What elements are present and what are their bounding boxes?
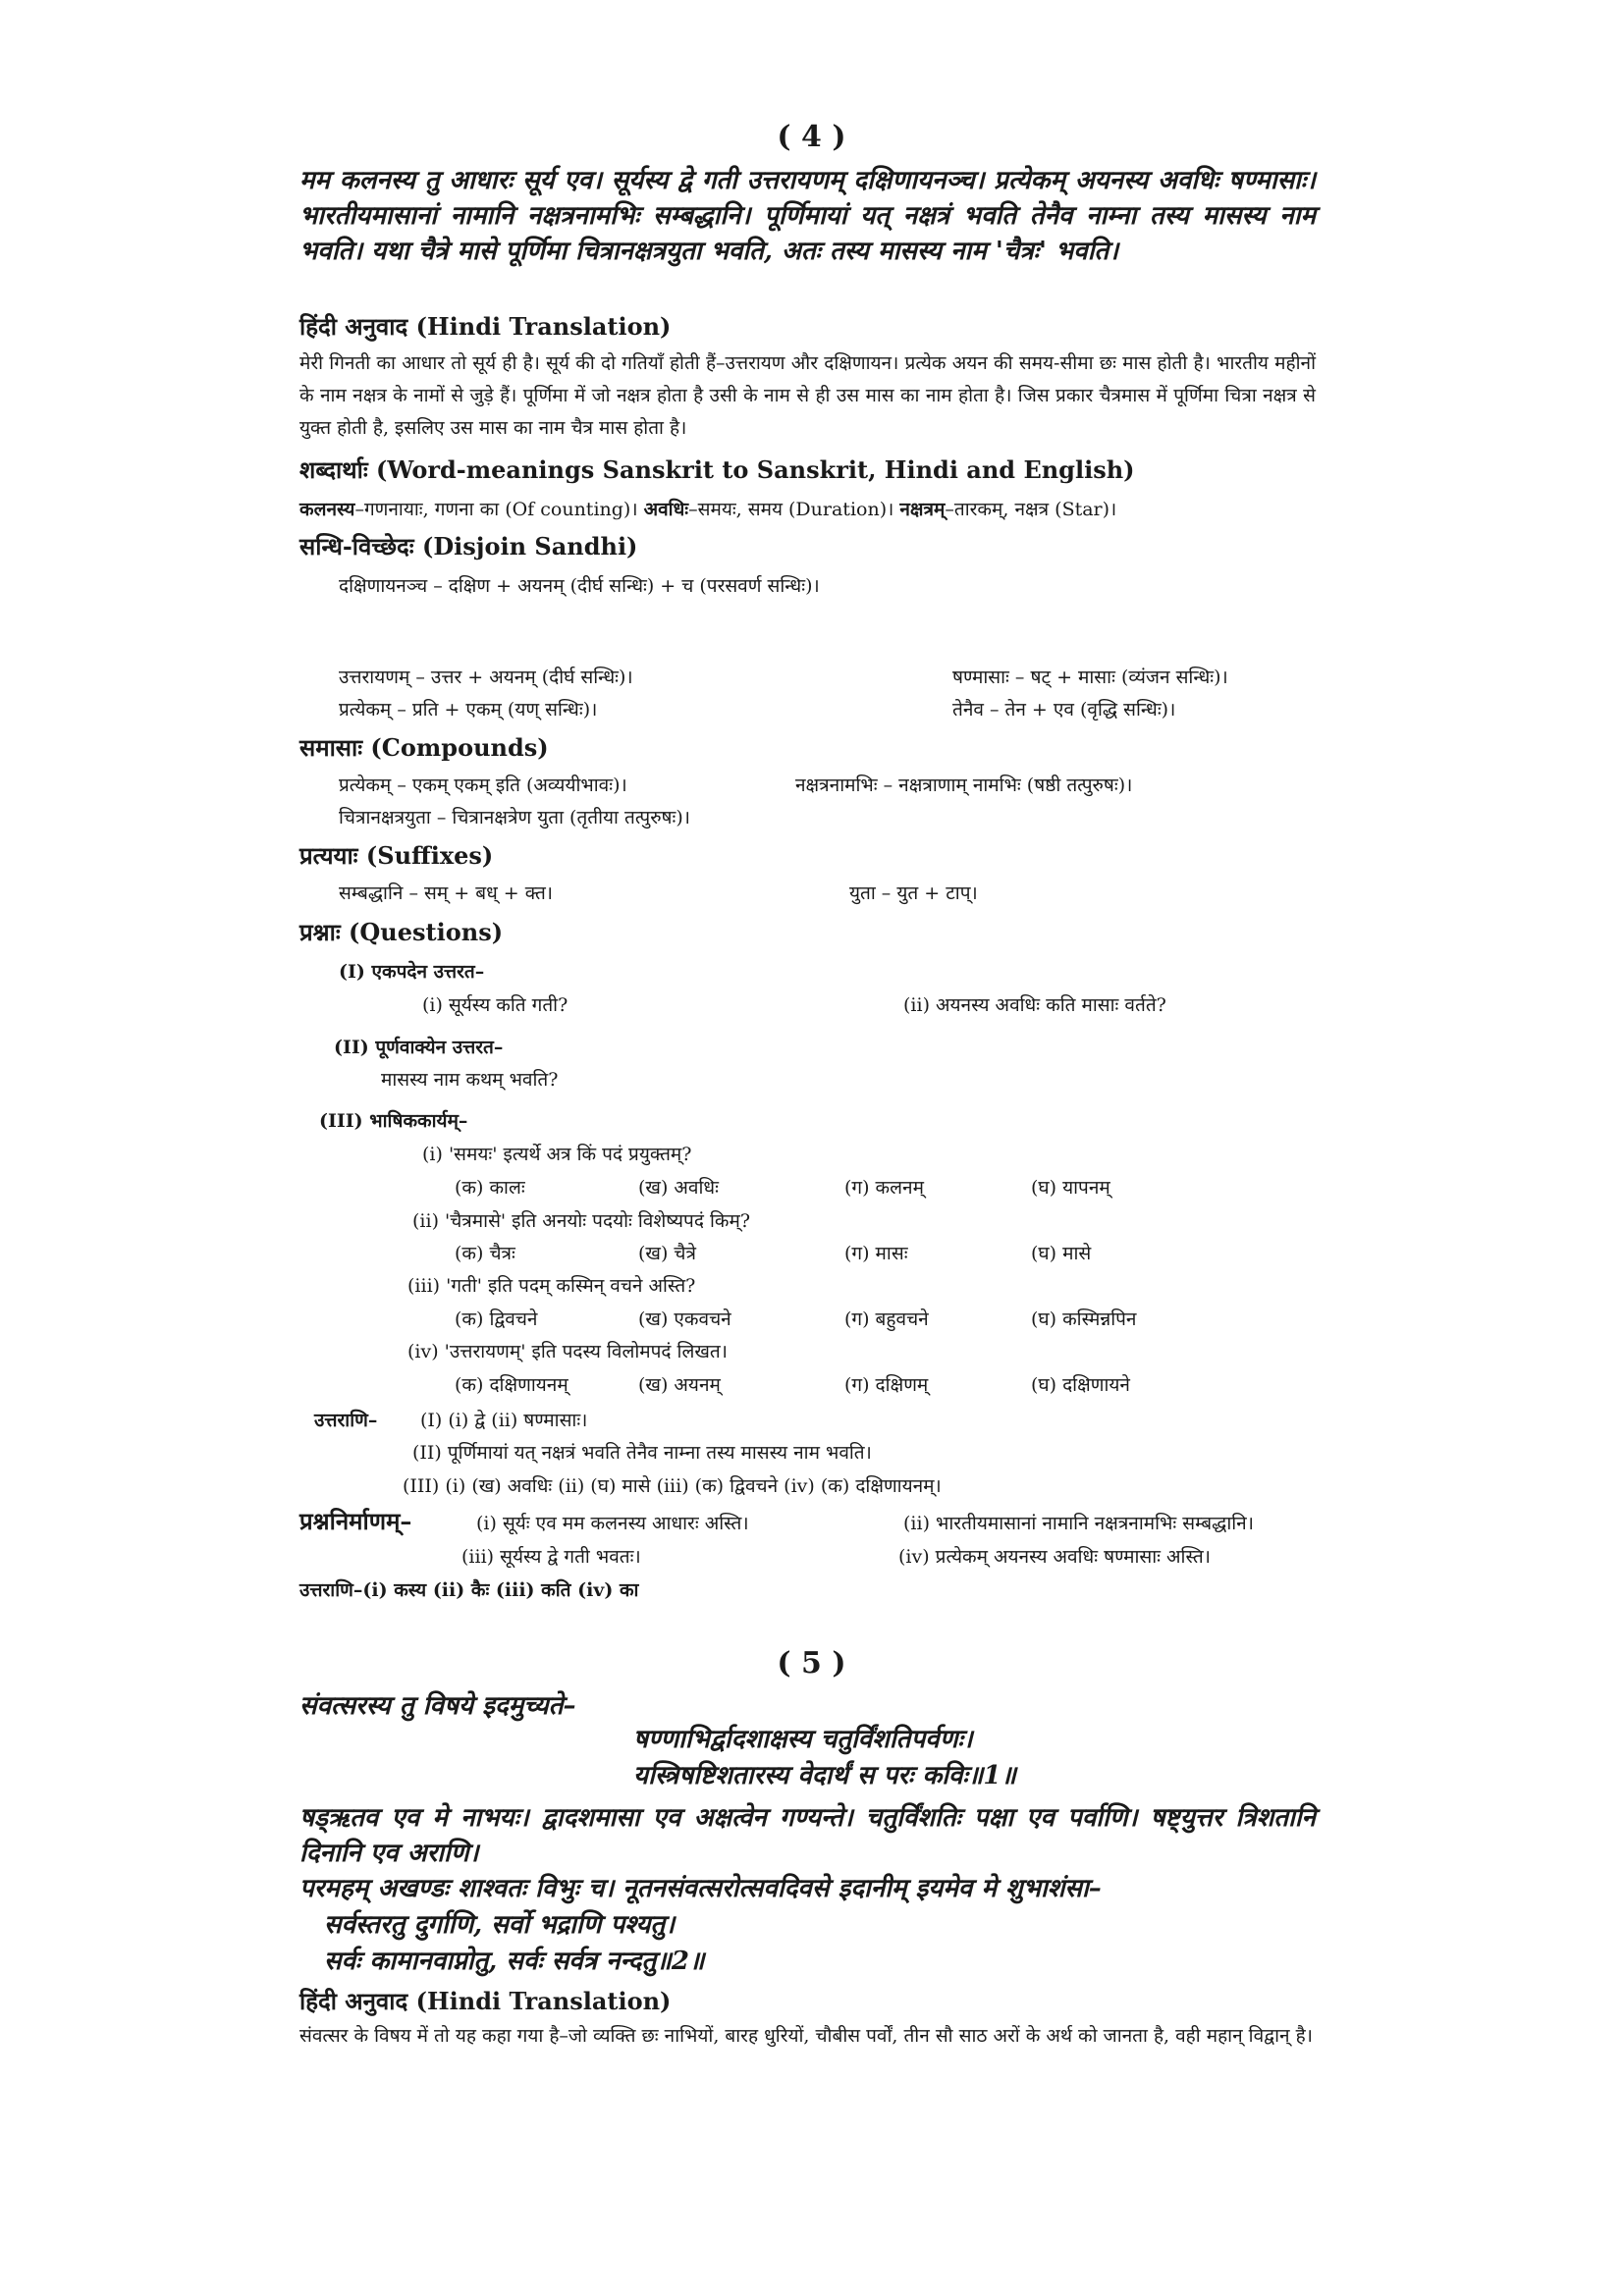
pn-item: (iii) सूर्यस्य द्वे गती भवतः। [461, 1546, 641, 1568]
verse-1-line: षण्णाभिर्द्वादशाक्षस्य चतुर्विंशतिपर्वणः। [633, 1725, 973, 1754]
q1-heading: (I) एकपदेन उत्तरत– [339, 961, 485, 983]
mcq-option: (ख) अयनम् [638, 1374, 721, 1396]
word-nakshatram: नक्षत्रम् [899, 499, 946, 520]
sandhi-row: षण्मासाः – षट् + मासाः (व्यंजन सन्धिः)। [952, 667, 1228, 688]
mcq-option: (ग) मासः [844, 1243, 908, 1264]
verse-1-line: यस्त्रिषष्टिशतारस्य वेदार्थं स परः कविः॥1॥ [633, 1761, 1016, 1790]
meaning-kalanasya: –गणनायाः, गणना का (Of counting)। [354, 499, 638, 520]
mcq-option: (क) चैत्रः [455, 1243, 515, 1264]
verse-2-line: सर्वः कामानवाप्नोतु, सर्वः सर्वत्र नन्दतु॥2॥ [324, 1947, 705, 1976]
pn-answers: उत्तराणि–(i) कस्य (ii) कैः (iii) कति (iv) का [299, 1579, 639, 1601]
mcq-option: (क) कालः [455, 1177, 525, 1199]
q1-item: (i) सूर्यस्य कति गती? [422, 994, 568, 1016]
word-kalanasya: कलनस्य [299, 499, 355, 520]
sandhi-row: उत्तरायणम् – उत्तर + अयनम् (दीर्घ सन्धिः)। [339, 667, 633, 688]
pn-item: (i) सूर्यः एव मम कलनस्य आधारः अस्ति। [476, 1513, 749, 1534]
word-avadhi: अवधिः [643, 499, 689, 520]
section-5-intro: संवत्सरस्य तु विषये इदमुच्यते– [299, 1691, 576, 1721]
pn-item: (ii) भारतीयमासानां नामानि नक्षत्रनामभिः सम्बद्धानि। [903, 1513, 1254, 1534]
q2-item: मासस्य नाम कथम् भवति? [381, 1069, 559, 1091]
hindi-translation-heading-5: हिंदी अनुवाद (Hindi Translation) [299, 1987, 672, 2015]
word-meanings-heading: शब्दार्थाः (Word-meanings Sanskrit to Sanskrit, Hindi and English) [299, 455, 1135, 484]
meaning-nakshatram: –तारकम्, नक्षत्र (Star)। [945, 499, 1117, 520]
answer-line: (I) (i) द्वे (ii) षण्मासाः। [420, 1410, 588, 1431]
mcq-question: (ii) 'चैत्रमासे' इति अनयोः पदयोः विशेष्यपदं किम्? [412, 1210, 751, 1232]
mcq-question: (iv) 'उत्तरायणम्' इति पदस्य विलोमपदं लिखत। [407, 1341, 728, 1362]
mcq-option: (ख) एकवचने [638, 1308, 731, 1330]
prashna-nirmanam-label: प्रश्ननिर्माणम्– [299, 1507, 412, 1535]
meaning-avadhi: –समयः, समय (Duration)। [688, 499, 894, 520]
answer-line: (III) (i) (ख) अवधिः (ii) (घ) मासे (iii) (क) द्विवचने (iv) (क) दक्षिणायनम्। [403, 1475, 942, 1497]
q1-item: (ii) अयनस्य अवधिः कति मासाः वर्तते? [903, 994, 1166, 1016]
pn-item: (iv) प्रत्येकम् अयनस्य अवधिः षण्मासाः अस्ति। [898, 1546, 1211, 1568]
sandhi-row: दक्षिणायनञ्च – दक्षिण + अयनम् (दीर्घ सन्धिः) + च (परसवर्ण सन्धिः)। [339, 575, 820, 597]
mcq-option: (ग) बहुवचने [844, 1308, 929, 1330]
questions-heading: प्रश्नाः (Questions) [299, 918, 504, 946]
mcq-option: (क) दक्षिणायनम् [455, 1374, 568, 1396]
hindi-translation-heading: हिंदी अनुवाद (Hindi Translation) [299, 312, 672, 341]
verse-2-line: सर्वस्तरतु दुर्गाणि, सर्वो भद्राणि पश्यतु। [324, 1910, 676, 1940]
q3-heading: (III) भाषिककार्यम्– [319, 1110, 468, 1132]
mcq-option: (क) द्विवचने [455, 1308, 538, 1330]
mcq-question: (iii) 'गती' इति पदम् कस्मिन् वचने अस्ति? [407, 1275, 696, 1297]
sandhi-row: प्रत्येकम् – प्रति + एकम् (यण् सन्धिः)। [339, 699, 598, 721]
samasa-row: चित्रानक्षत्रयुता – चित्रानक्षत्रेण युता (तृतीया तत्पुरुषः)। [339, 807, 690, 828]
hindi-translation-text: मेरी गिनती का आधार तो सूर्य ही है। सूर्य की दो गतियाँ होती हैं–उत्तरायण और दक्षिणायन। प्रत्येक अयन की समय-सीमा छः मास होती है। भारतीय महीनों के नाम नक्षत्र के नामों से जुड़े हैं। पूर्णिमा में जो नक्षत्र होता है उसी के नाम से ही उस मास का नाम होता है। जिस प्रकार चैत्रमास में पूर्णिमा चित्रा नक्षत्र से युक्त होती है, इसलिए उस मास का नाम चैत्र मास होता है। [299, 352, 1316, 439]
sandhi-row: तेनैव – तेन + एव (वृद्धि सन्धिः)। [952, 699, 1176, 721]
mcq-question: (i) 'समयः' इत्यर्थे अत्र किं पदं प्रयुक्तम्? [422, 1144, 692, 1165]
mcq-option: (घ) दक्षिणायने [1031, 1374, 1130, 1396]
q2-heading: (II) पूर्णवाक्येन उत्तरत– [334, 1037, 504, 1058]
answers-label: उत्तराणि– [314, 1410, 378, 1431]
section-4-passage: मम कलनस्य तु आधारः सूर्य एव। सूर्यस्य द्वे गती उत्तरायणम् दक्षिणायनञ्च। प्रत्येकम् अयनस्य अवधिः षण्मासाः। भारतीयमासानां नामानि नक्षत्रनामभिः सम्बद्धानि। पूर्णिमायां यत् नक्षत्रं भवति तेनैव नाम्ना तस्य मासस्य नाम भवति। यथा चैत्रे मासे पूर्णिमा चित्रानक्षत्रयुता भवति, अतः तस्य मासस्य नाम 'चैत्रः' भवति। [299, 166, 1316, 266]
section-5-heading: ( 5 ) [777, 1646, 846, 1681]
sandhi-heading: सन्धि-विच्छेदः (Disjoin Sandhi) [299, 532, 638, 561]
hindi-translation-text-5: संवत्सर के विषय में तो यह कहा गया है–जो व्यक्ति छः नाभियों, बारह धुरियों, चौबीस पर्वों, तीन सौ साठ अरों के अर्थ को जानता है, वही महान् विद्वान् है। [299, 2025, 1313, 2047]
section-5-paragraph-2: परमहम् अखण्डः शाश्वतः विभुः च। नूतनसंवत्सरोत्सवदिवसे इदानीम् इयमेव मे शुभाशंसा– [299, 1874, 1102, 1903]
mcq-option: (ख) चैत्रे [638, 1243, 696, 1264]
samasa-row: प्रत्येकम् – एकम् एकम् इति (अव्ययीभावः)। [339, 774, 627, 796]
answer-line: (II) पूर्णिमायां यत् नक्षत्रं भवति तेनैव नाम्ना तस्य मासस्य नाम भवति। [412, 1442, 872, 1464]
pratyaya-row: सम्बद्धानि – सम् + बध् + क्त। [339, 882, 553, 904]
section-4-heading: ( 4 ) [777, 120, 846, 154]
pratyaya-heading: प्रत्ययाः (Suffixes) [299, 841, 494, 870]
word-meanings-line [299, 496, 1116, 521]
mcq-option: (घ) कस्मिन्नपिन [1031, 1308, 1137, 1330]
mcq-option: (ख) अवधिः [638, 1177, 719, 1199]
samasa-heading: समासाः (Compounds) [299, 733, 549, 762]
mcq-option: (घ) यापनम् [1031, 1177, 1110, 1199]
section-5-paragraph: षड्ऋतव एव मे नाभयः। द्वादशमासा एव अक्षत्वेन गण्यन्ते। चतुर्विंशतिः पक्षा एव पर्वाणि। षष्ट्युत्तर त्रिशतानि दिनानि एव अराणि। [299, 1803, 1316, 1868]
mcq-option: (ग) कलनम् [844, 1177, 924, 1199]
pratyaya-row: युता – युत + टाप्। [849, 882, 978, 904]
mcq-option: (घ) मासे [1031, 1243, 1092, 1264]
samasa-row: नक्षत्रनामभिः – नक्षत्राणाम् नामभिः (षष्ठी तत्पुरुषः)। [795, 774, 1133, 796]
mcq-option: (ग) दक्षिणम् [844, 1374, 929, 1396]
